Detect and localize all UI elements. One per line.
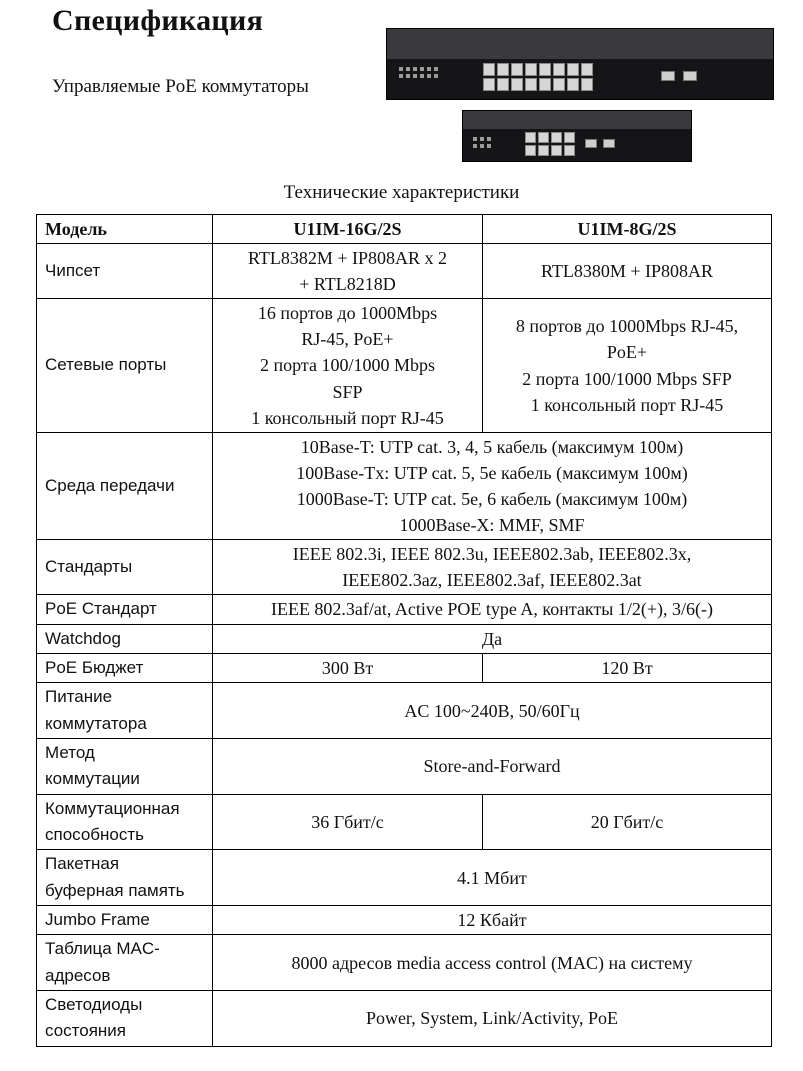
cell-8g: 20 Гбит/с	[483, 794, 772, 850]
row-media	[37, 432, 772, 539]
status-leds	[473, 137, 491, 148]
cell-16g: RTL8382M + IP808AR x 2 + RTL8218D	[213, 244, 483, 299]
row-network-ports	[37, 299, 772, 432]
cell-8g: 8 портов до 1000Mbps RJ-45, PoE+ 2 порта 100/1000 Mbps SFP 1 консольный порт RJ-45	[483, 299, 772, 432]
table-caption: Технические характеристики	[283, 182, 520, 203]
table-header-row	[37, 215, 772, 244]
cell-both: 4.1 Мбит	[213, 850, 772, 906]
cell-both: IEEE 802.3i, IEEE 802.3u, IEEE802.3ab, IEEE802.3x, IEEE802.3az, IEEE802.3af, IEEE802.3at	[213, 540, 772, 595]
row-label: Метод коммутации	[37, 739, 213, 795]
row-buffer	[37, 850, 772, 906]
row-label: Коммутационная способность	[37, 794, 213, 850]
header-model-16g: U1IM-16G/2S	[213, 215, 483, 244]
row-switching-capacity	[37, 794, 772, 850]
row-label: Jumbo Frame	[37, 906, 213, 935]
sfp-port	[603, 139, 615, 148]
row-mac-table	[37, 935, 772, 991]
cell-16g: 36 Гбит/с	[213, 794, 483, 850]
row-label: Стандарты	[37, 540, 213, 595]
row-label: Сетевые порты	[37, 299, 213, 432]
row-power	[37, 683, 772, 739]
row-standards	[37, 540, 772, 595]
row-label: Пакетная буферная память	[37, 850, 213, 906]
small-switch-image	[462, 110, 692, 162]
cell-both: Power, System, Link/Activity, PoE	[213, 991, 772, 1047]
large-switch-image	[386, 28, 774, 100]
cell-both: 10Base-T: UTP cat. 3, 4, 5 кабель (максимум 100м) 100Base-Tx: UTP cat. 5, 5e кабель (максимум 100м) 1000Base-T: UTP cat. 5e, 6 кабель (максимум 100м) 1000Base-X: MMF, SMF	[213, 432, 772, 539]
row-label: Watchdog	[37, 624, 213, 653]
cell-16g: 16 портов до 1000Mbps RJ-45, PoE+ 2 порта 100/1000 Mbps SFP 1 консольный порт RJ-45	[213, 299, 483, 432]
row-label: PoE Стандарт	[37, 595, 213, 624]
cell-both: AC 100~240В, 50/60Гц	[213, 683, 772, 739]
sfp-port	[683, 71, 697, 81]
cell-16g: 300 Вт	[213, 654, 483, 683]
page-subtitle: Управляемые PoE коммутаторы	[52, 76, 309, 97]
row-label: Чипсет	[37, 244, 213, 299]
row-jumbo-frame	[37, 906, 772, 935]
row-leds	[37, 991, 772, 1047]
row-label: Светодиоды состояния	[37, 991, 213, 1047]
cell-both: IEEE 802.3af/at, Active POE type A, контакты 1/2(+), 3/6(-)	[213, 595, 772, 624]
row-label: PoE Бюджет	[37, 654, 213, 683]
cell-both: Store-and-Forward	[213, 739, 772, 795]
row-watchdog	[37, 624, 772, 653]
cell-both: Да	[213, 624, 772, 653]
row-poe-standard	[37, 595, 772, 624]
rj45-ports	[525, 132, 575, 156]
row-label: Таблица MAC- адресов	[37, 935, 213, 991]
row-label: Среда передачи	[37, 432, 213, 539]
row-switching-method	[37, 739, 772, 795]
sfp-port	[585, 139, 597, 148]
status-leds	[399, 67, 438, 78]
row-label: Питание коммутатора	[37, 683, 213, 739]
header-model: Модель	[37, 215, 213, 244]
cell-8g: RTL8380M + IP808AR	[483, 244, 772, 299]
spec-table	[36, 214, 772, 1047]
cell-8g: 120 Вт	[483, 654, 772, 683]
page-title: Спецификация	[52, 4, 264, 37]
row-poe-budget	[37, 654, 772, 683]
row-chipset	[37, 244, 772, 299]
cell-both: 12 Кбайт	[213, 906, 772, 935]
rj45-ports	[483, 63, 593, 91]
sfp-port	[661, 71, 675, 81]
header-model-8g: U1IM-8G/2S	[483, 215, 772, 244]
cell-both: 8000 адресов media access control (MAC) на систему	[213, 935, 772, 991]
